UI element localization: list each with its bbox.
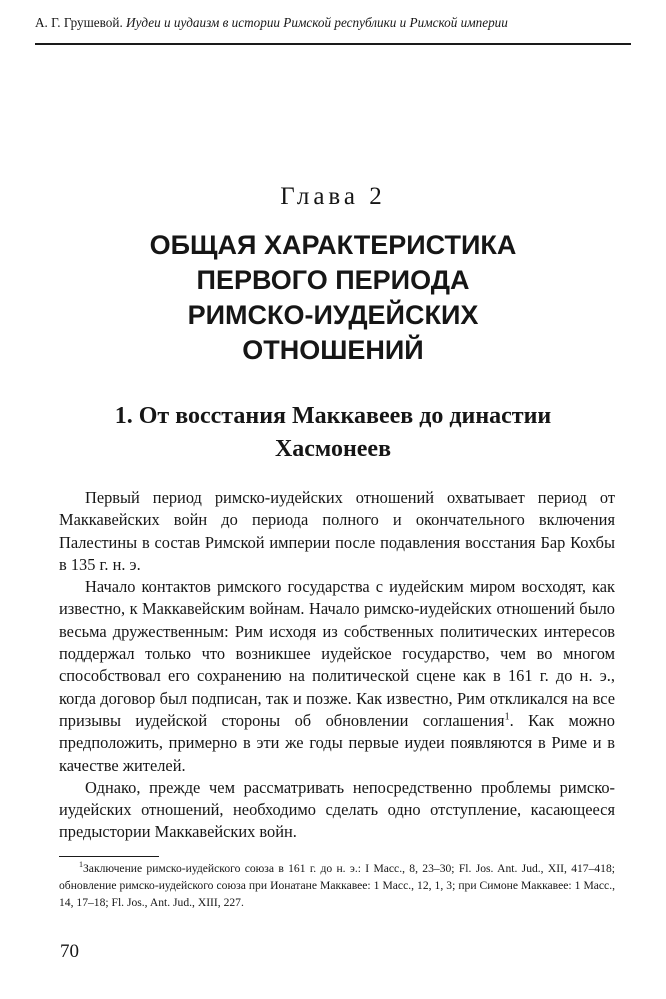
page-number: 70 (60, 941, 79, 962)
section-title-line: 1. От восстания Маккавеев до династии (114, 403, 552, 429)
chapter-title (90, 228, 576, 368)
paragraph-1: Первый период римско-иудейских отношений охватывает период от Маккавейских войн до периода полного и окончательного включения Палестины в состав Римской империи после подавления восстания Бар Кохбы в 135 г. н. э. (59, 488, 615, 574)
chapter-title-line: ПЕРВОГО ПЕРИОДА (196, 265, 470, 295)
chapter-label: Глава 2 (280, 183, 386, 210)
section-title (60, 400, 606, 466)
chapter-title-line: ОБЩАЯ ХАРАКТЕРИСТИКА (149, 230, 517, 260)
paragraph-2 (59, 576, 615, 777)
footnote-text: Заключение римско-иудейского союза в 161 г. до н. э.: I Масс., 8, 23–30; Fl. Jos. Ant. Jud., XII, 417–418; обновление римско-иудейского союза при Ионатане Маккавее: 1 Масс., 12, 1, 3; при Симоне Маккавее: 1 Масс., 14, 17–18; Fl. Jos., Ant. Jud., XIII, 227. (59, 862, 615, 909)
paragraph-2-text-a: Начало контактов римского государства с иудейским миром восходят, как известно, к Маккавейским войнам. Начало римско-иудейских отношений было весьма дружественным: Рим исходя из собственных политических интересов поддержал только что возникшее иудейское государство, чем во многом способствовал его сохранению на политической сцене как в 161 г. до н. э., когда договор был подписан, так и позже. Как известно, Рим откликался на все призывы иудейской стороны об обновлении соглашения (59, 577, 615, 730)
paragraph-3: Однако, прежде чем рассматривать непосредственно проблемы римско-иудейских отношений, необходимо сделать одно отступление, касающееся предыстории Маккавейских войн. (59, 777, 615, 842)
body-text (59, 487, 615, 844)
header-book-title: Иудеи и иудаизм в истории Римской республики и Римской империи (126, 15, 508, 30)
footnote-reference[interactable]: 1 (504, 711, 510, 723)
section-title-line: Хасмонеев (274, 436, 392, 462)
footnote (59, 860, 615, 911)
paragraph-2-text-b: . Как можно предположить, примерно в эти же годы первые иудеи появляются в Риме и в качестве жителей. (59, 710, 615, 775)
chapter-title-line: ОТНОШЕНИЙ (242, 335, 424, 365)
header-rule (35, 43, 631, 45)
running-header (35, 14, 635, 32)
chapter-title-line: РИМСКО-ИУДЕЙСКИХ (187, 300, 479, 330)
header-author: А. Г. Грушевой. (35, 15, 123, 30)
footnote-marker: 1 (79, 860, 83, 870)
footnote-rule (59, 856, 159, 857)
